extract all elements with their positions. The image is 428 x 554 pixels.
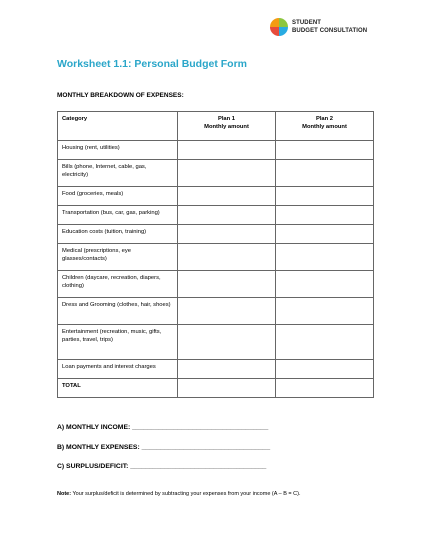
header-plan-2-line-1: Plan 2 <box>315 116 334 122</box>
logo-line-2: BUDGET CONSULTATION <box>292 28 368 34</box>
pie-chart-logo-icon <box>270 18 288 36</box>
table-row <box>58 244 374 271</box>
plan-2-amount-cell[interactable] <box>276 225 374 244</box>
row-label: Dress and Grooming (clothes, hair, shoes) <box>58 298 178 325</box>
plan-2-amount-cell[interactable] <box>276 360 374 379</box>
monthly-income-line[interactable]: A) MONTHLY INCOME: ____________________________________ <box>57 424 269 431</box>
surplus-deficit-line[interactable]: C) SURPLUS/DEFICIT: ____________________________________ <box>57 463 267 470</box>
plan-2-amount-cell[interactable] <box>276 325 374 360</box>
table-row <box>58 298 374 325</box>
plan-1-amount-cell[interactable] <box>178 187 276 206</box>
table-row <box>58 325 374 360</box>
section-heading: MONTHLY BREAKDOWN OF EXPENSES: <box>57 92 184 99</box>
plan-1-amount-cell[interactable] <box>178 206 276 225</box>
table-row <box>58 187 374 206</box>
plan-2-total-cell[interactable] <box>276 379 374 398</box>
table-header-row <box>58 112 374 141</box>
plan-2-amount-cell[interactable] <box>276 206 374 225</box>
table-row <box>58 160 374 187</box>
plan-1-amount-cell[interactable] <box>178 298 276 325</box>
plan-2-amount-cell[interactable] <box>276 187 374 206</box>
plan-2-amount-cell[interactable] <box>276 271 374 298</box>
plan-1-amount-cell[interactable] <box>178 141 276 160</box>
plan-2-amount-cell[interactable] <box>276 298 374 325</box>
row-label: Transportation (bus, car, gas, parking) <box>58 206 178 225</box>
note-text: Your surplus/deficit is determined by subtracting your expenses from your income (A – B = C). <box>71 491 301 497</box>
plan-2-amount-cell[interactable] <box>276 160 374 187</box>
row-label: Food (groceries, meals) <box>58 187 178 206</box>
plan-1-amount-cell[interactable] <box>178 271 276 298</box>
header-plan-2 <box>276 112 374 141</box>
plan-2-amount-cell[interactable] <box>276 244 374 271</box>
budget-table <box>57 111 374 398</box>
row-label: Education costs (tuition, training) <box>58 225 178 244</box>
worksheet-title: Worksheet 1.1: Personal Budget Form <box>57 58 248 70</box>
total-row <box>58 379 374 398</box>
table-row <box>58 225 374 244</box>
logo-text <box>292 19 367 35</box>
footnote <box>57 491 301 497</box>
logo <box>270 18 380 38</box>
table-row <box>58 360 374 379</box>
row-label: Bills (phone, Internet, cable, gas, electricity) <box>58 160 178 187</box>
table-row <box>58 141 374 160</box>
logo-line-1: STUDENT <box>292 20 322 26</box>
total-label: TOTAL <box>58 379 178 398</box>
table-row <box>58 206 374 225</box>
header-plan-2-line-2: Monthly amount <box>302 124 347 130</box>
plan-1-total-cell[interactable] <box>178 379 276 398</box>
row-label: Medical (prescriptions, eye glasses/contacts) <box>58 244 178 271</box>
row-label: Loan payments and interest charges <box>58 360 178 379</box>
header-plan-1-line-1: Plan 1 <box>217 116 236 122</box>
monthly-expenses-line[interactable]: B) MONTHLY EXPENSES: __________________________________ <box>57 444 271 451</box>
row-label: Children (daycare, recreation, diapers, clothing) <box>58 271 178 298</box>
plan-1-amount-cell[interactable] <box>178 360 276 379</box>
row-label: Housing (rent, utilities) <box>58 141 178 160</box>
header-category <box>58 112 178 141</box>
plan-1-amount-cell[interactable] <box>178 325 276 360</box>
plan-1-amount-cell[interactable] <box>178 225 276 244</box>
header-plan-1-line-2: Monthly amount <box>204 124 249 130</box>
plan-2-amount-cell[interactable] <box>276 141 374 160</box>
row-label: Entertainment (recreation, music, gifts, parties, travel, trips) <box>58 325 178 360</box>
table-row <box>58 271 374 298</box>
note-label: Note: <box>57 491 72 497</box>
header-category-label: Category <box>62 116 88 122</box>
plan-1-amount-cell[interactable] <box>178 160 276 187</box>
plan-1-amount-cell[interactable] <box>178 244 276 271</box>
header-plan-1 <box>178 112 276 141</box>
